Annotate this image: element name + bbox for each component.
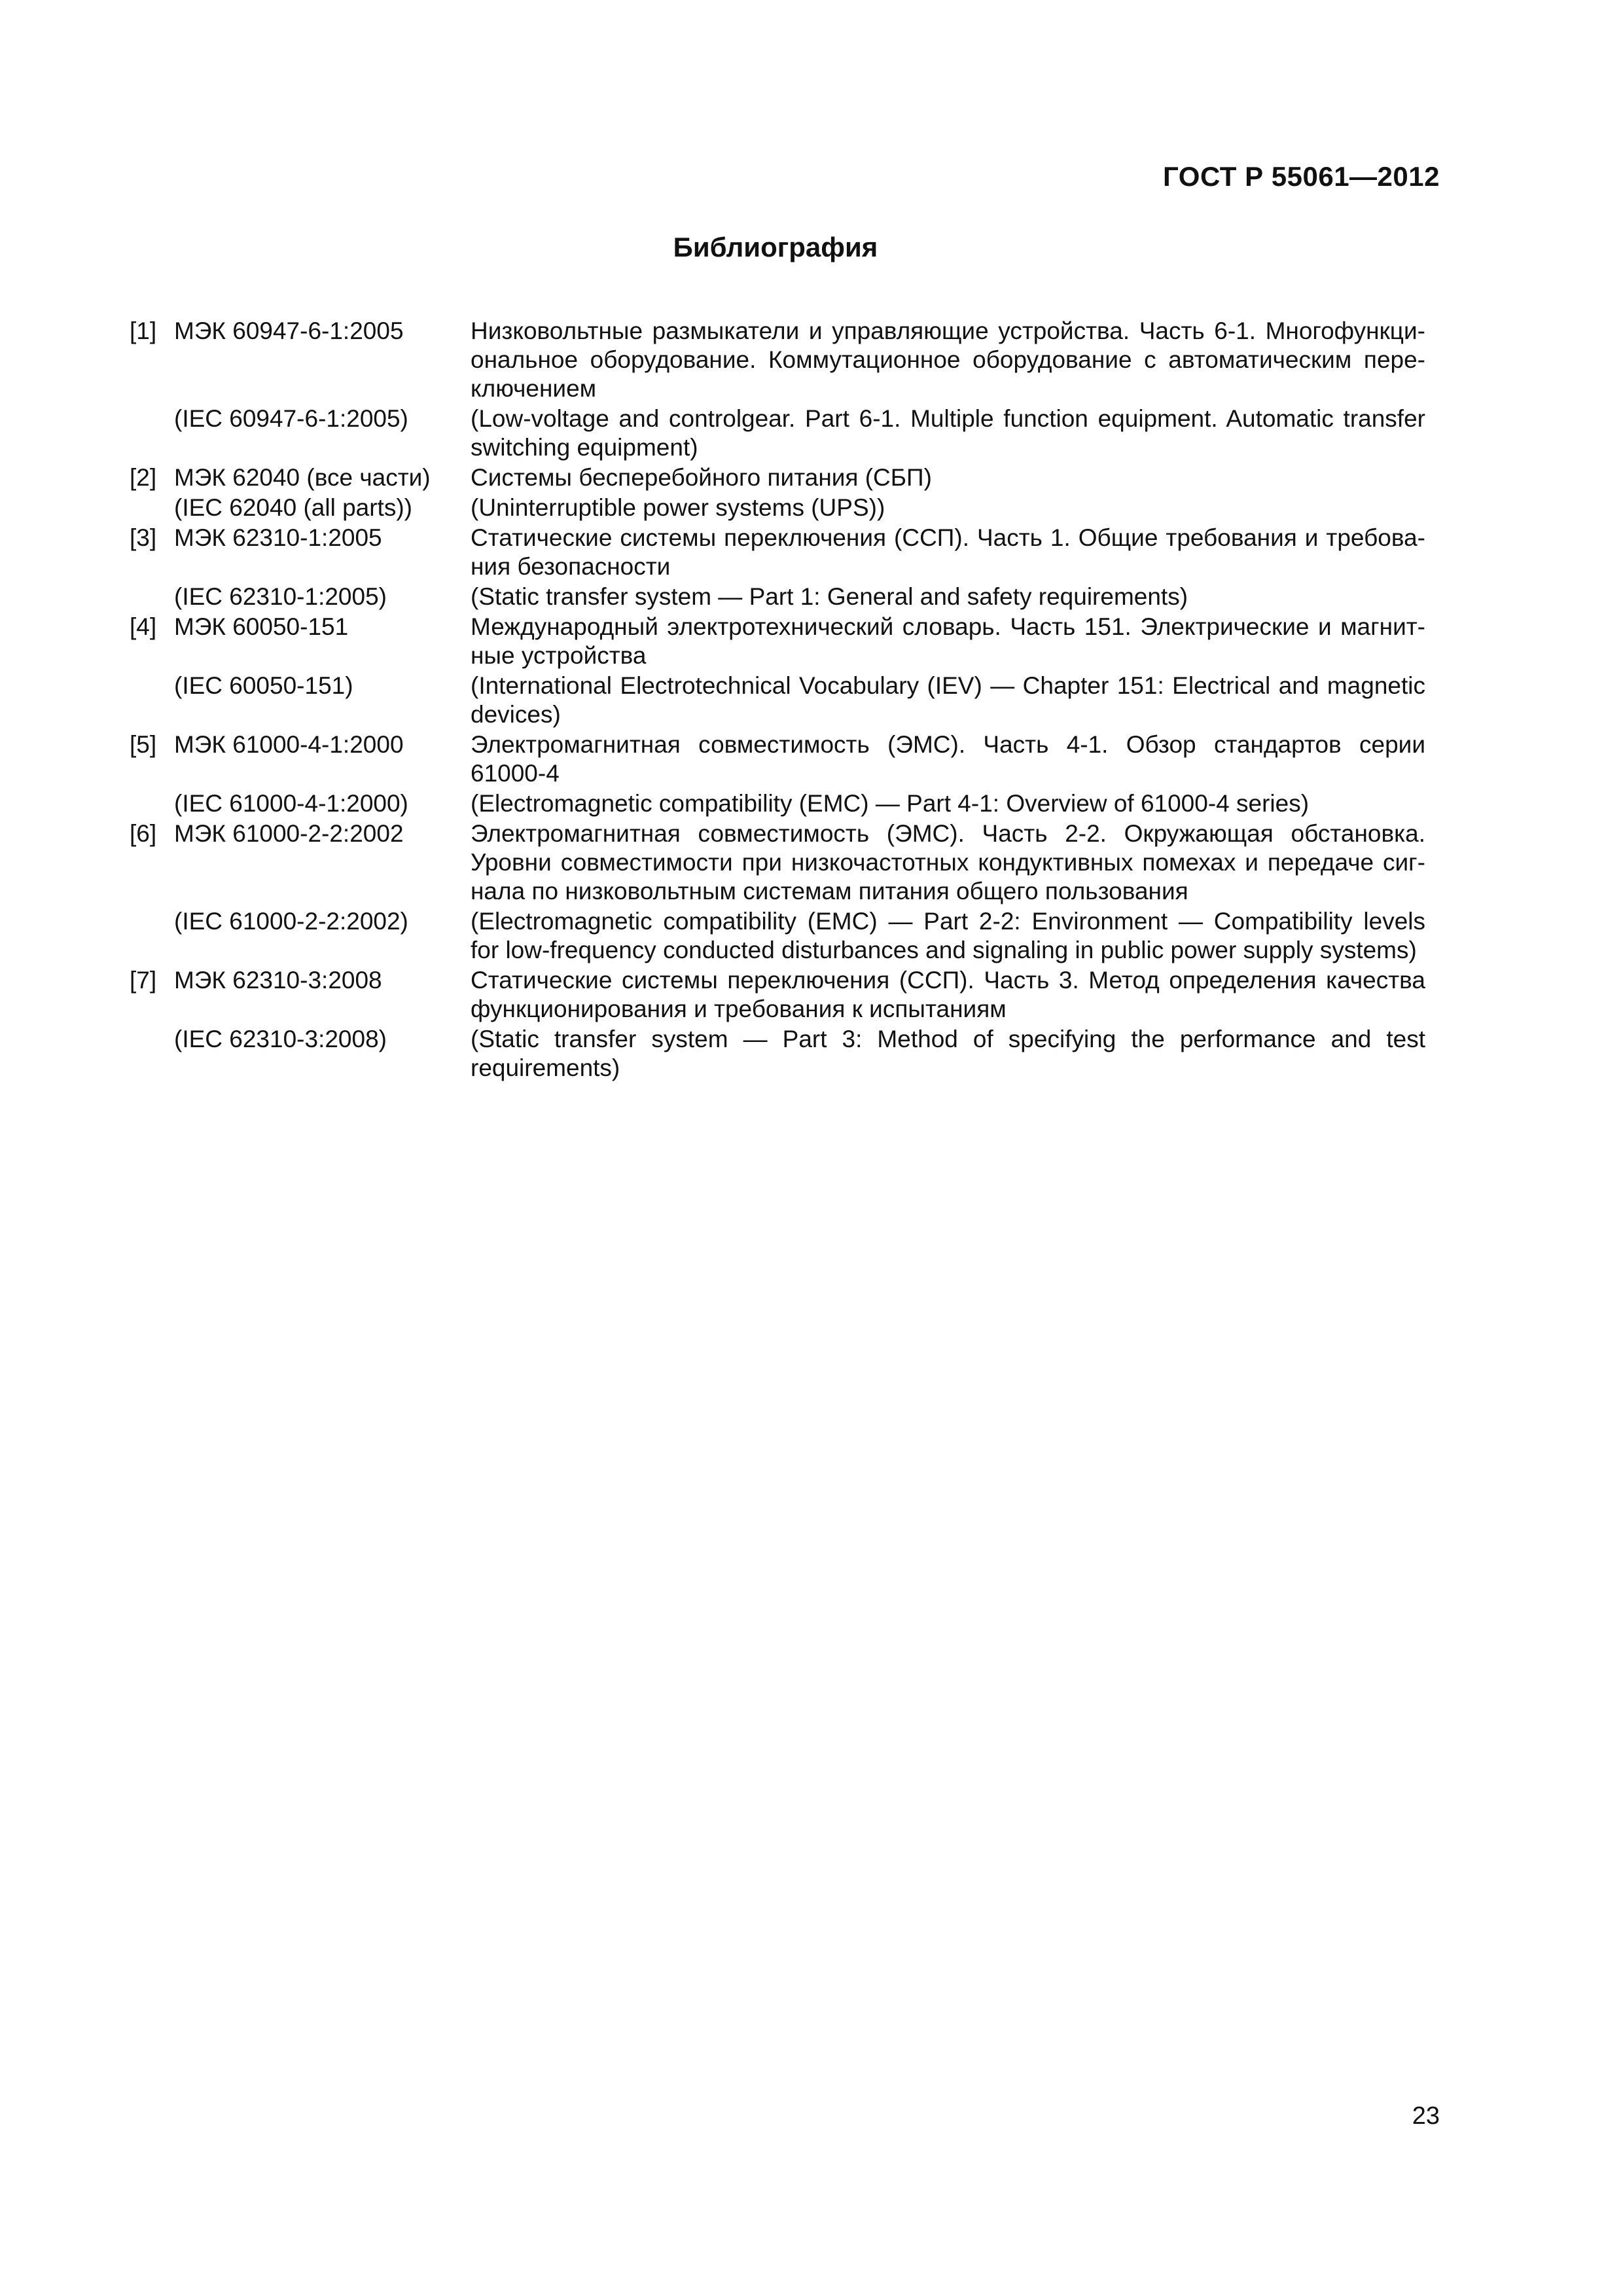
entry-description (471, 613, 1425, 670)
description-line: Статические системы переключения (ССП). Часть 1. Общие требования и требова- (471, 524, 1425, 551)
description-line: (Uninterruptible power systems (UPS)) (471, 494, 885, 521)
description-line: (Static transfer system — Part 1: General and safety requirements) (471, 583, 1188, 610)
section-title: Библиография (673, 232, 878, 262)
entry-number (130, 1025, 174, 1083)
bibliography-entry (130, 1025, 1425, 1083)
description-line: ключением (471, 375, 597, 402)
entry-code: МЭК 62310-1:2005 (174, 524, 382, 551)
entry-description (471, 730, 1425, 788)
description-line: функционирования и требования к испытаниям (471, 996, 1007, 1022)
entry-number: [7] (130, 967, 157, 994)
description-line: devices) (471, 701, 561, 728)
description-line: 61000-4 (471, 760, 560, 787)
entry-code: МЭК 60947-6-1:2005 (174, 317, 404, 344)
entry-code: МЭК 61000-2-2:2002 (174, 820, 404, 847)
bibliography-entry (130, 463, 1425, 492)
entry-number (130, 672, 174, 729)
entry-number: [1] (130, 317, 157, 344)
bibliography-entry (130, 672, 1425, 729)
entry-code: (IEC 60947-6-1:2005) (174, 405, 408, 432)
bibliography-entry (130, 966, 1425, 1024)
description-line: ные устройства (471, 642, 647, 669)
bibliography-entry (130, 907, 1425, 965)
entry-code: (IEC 62040 (all parts)) (174, 494, 412, 521)
entry-description (471, 672, 1425, 729)
entry-description (471, 404, 1425, 462)
description-line: (International Electrotechnical Vocabulary (IEV) — Chapter 151: Electrical and magnetic (471, 672, 1425, 699)
bibliography-entry (130, 524, 1425, 581)
entry-description (471, 583, 1425, 611)
entry-number (130, 493, 174, 522)
entry-number (130, 907, 174, 965)
description-line: Уровни совместимости при низкочастотных кондуктивных помехах и передаче сиг- (471, 849, 1425, 876)
description-line: ния безопасности (471, 553, 671, 580)
bibliography-entry (130, 317, 1425, 403)
entry-description (471, 463, 1425, 492)
entry-number (130, 583, 174, 611)
entry-number (130, 789, 174, 818)
entry-number: [6] (130, 820, 157, 847)
description-line: ональное оборудование. Коммутационное оборудование с автоматическим пере- (471, 346, 1425, 373)
bibliography-list (130, 317, 1425, 1083)
bibliography-entry (130, 789, 1425, 818)
entry-description (471, 493, 1425, 522)
description-line: Статические системы переключения (ССП). Часть 3. Метод определения качества (471, 967, 1425, 994)
description-line: switching equipment) (471, 434, 698, 461)
description-line: Низковольтные размыкатели и управляющие устройства. Часть 6-1. Многофункци- (471, 317, 1425, 344)
entry-number: [3] (130, 524, 157, 551)
standard-designation: ГОСТ Р 55061—2012 (1163, 161, 1440, 192)
entry-description (471, 317, 1425, 403)
page-number: 23 (1412, 2102, 1440, 2130)
bibliography-entry (130, 404, 1425, 462)
entry-code: МЭК 62040 (все части) (174, 464, 431, 491)
description-line: Электромагнитная совместимость (ЭМС). Часть 2-2. Окружающая обстановка. (471, 820, 1425, 847)
description-line: Электромагнитная совместимость (ЭМС). Часть 4-1. Обзор стандартов серии (471, 731, 1425, 758)
entry-code: (IEC 61000-2-2:2002) (174, 908, 408, 935)
description-line: requirements) (471, 1054, 620, 1081)
bibliography-entry (130, 819, 1425, 906)
entry-code: (IEC 60050-151) (174, 672, 353, 699)
entry-number (130, 404, 174, 462)
description-line: (Low-voltage and controlgear. Part 6-1. Multiple function equipment. Automatic transfer (471, 405, 1425, 432)
entry-description (471, 819, 1425, 906)
description-line: (Electromagnetic compatibility (EMC) — Part 4-1: Overview of 61000-4 series) (471, 790, 1310, 817)
entry-number: [5] (130, 731, 157, 758)
description-line: нала по низковольтным системам питания общего пользования (471, 878, 1188, 905)
description-line: for low-frequency conducted disturbances and signaling in public power supply systems) (471, 937, 1417, 963)
entry-number: [2] (130, 464, 157, 491)
entry-description (471, 966, 1425, 1024)
entry-code: МЭК 60050-151 (174, 613, 349, 640)
entry-code: (IEC 62310-1:2005) (174, 583, 387, 610)
bibliography-entry (130, 730, 1425, 788)
entry-number: [4] (130, 613, 157, 640)
entry-description (471, 524, 1425, 581)
entry-code: (IEC 62310-3:2008) (174, 1026, 387, 1052)
description-line: (Electromagnetic compatibility (EMC) — Part 2-2: Environment — Compatibility levels (471, 908, 1425, 935)
description-line: (Static transfer system — Part 3: Method of specifying the performance and test (471, 1026, 1425, 1052)
entry-description (471, 907, 1425, 965)
bibliography-entry (130, 613, 1425, 670)
description-line: Международный электротехнический словарь. Часть 151. Электрические и магнит- (471, 613, 1425, 640)
bibliography-entry (130, 493, 1425, 522)
entry-code: МЭК 61000-4-1:2000 (174, 731, 404, 758)
entry-code: МЭК 62310-3:2008 (174, 967, 382, 994)
entry-description (471, 1025, 1425, 1083)
description-line: Системы бесперебойного питания (СБП) (471, 464, 932, 491)
bibliography-entry (130, 583, 1425, 611)
entry-description (471, 789, 1425, 818)
entry-code: (IEC 61000-4-1:2000) (174, 790, 408, 817)
